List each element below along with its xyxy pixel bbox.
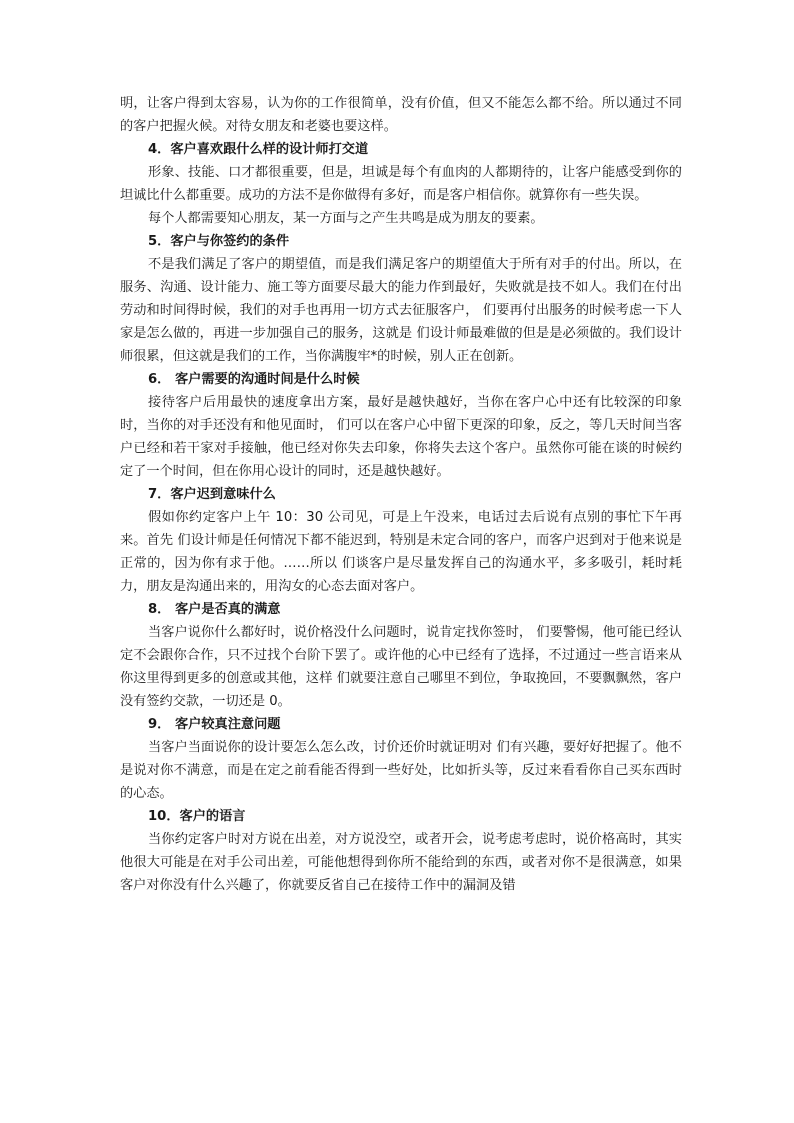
section-9 — [120, 713, 682, 805]
section-paragraph: 假如你约定客户上午 10：30 公司见，可是上午没来，电话过去后说有点别的事忙下午再来。首先 们设计师是任何情况下都不能迟到，特别是未定合同的客户，而客户迟到对于他来说是正常的，因为你有求于他。……所以 们谈客户是尽量发挥自己的沟通水平，多多吸引，耗时耗力，朋友是沟通出来的，用沟女的心态去面对客户。 — [120, 510, 682, 594]
section-paragraph: 每个人都需要知心朋友，某一方面与之产生共鸣是成为朋友的要素。 — [148, 211, 544, 226]
section-8 — [120, 598, 682, 713]
section-paragraph: 不是我们满足了客户的期望值，而是我们满足客户的期望值大于所有对手的付出。所以，在服务、沟通、设计能力、施工等方面要尽最大的能力作到最好，失败就是技不如人。我们在付出劳动和时间得时候，我们的对手也再用一切方式去征服客户， 们要再付出服务的时候考虑一下人家是怎么做的，再进一步加强自己的服务，这就是 们设计师最难做的但是是必须做的。我们设计师很累，但这就是我们的工作，当你满腹牢*的时候，别人正在创新。 — [120, 257, 682, 364]
section-5 — [120, 230, 682, 368]
section-heading: 10．客户的语言 — [148, 809, 246, 824]
section-heading: 5．客户与你签约的条件 — [148, 234, 290, 249]
document-page — [120, 92, 682, 897]
section-heading: 4．客户喜欢跟什么样的设计师打交道 — [148, 142, 369, 157]
section-heading: 7．客户迟到意味什么 — [148, 487, 276, 502]
section-heading: 9． 客户较真注意问题 — [148, 717, 281, 732]
section-paragraph: 当你约定客户时对方说在出差，对方说没空，或者开会，说考虑考虑时，说价格高时，其实他很大可能是在对手公司出差，可能他想得到你所不能给到的东西，或者对你不是很满意，如果客户对你没有什么兴趣了，你就要反省自己在接待工作中的漏洞及错 — [120, 832, 682, 893]
section-7 — [120, 483, 682, 598]
section-paragraph: 形象、技能、口才都很重要，但是，坦诚是每个有血肉的人都期待的，让客户能感受到你的坦诚比什么都重要。成功的方法不是你做得有多好，而是客户相信你。就算你有一些失误。 — [120, 165, 682, 203]
section-paragraph: 当客户当面说你的设计要怎么怎么改，讨价还价时就证明对 们有兴趣，要好好把握了。他不是说对你不满意，而是在定之前看能否得到一些好处，比如折头等，反过来看看你自己买东西时的心态。 — [120, 740, 682, 801]
section-4 — [120, 138, 682, 230]
intro-paragraph: 明，让客户得到太容易，认为你的工作很简单，没有价值，但又不能怎么都不给。所以通过不同的客户把握火候。对待女朋友和老婆也要这样。 — [120, 96, 682, 134]
section-paragraph: 当客户说你什么都好时，说价格没什么问题时，说肯定找你签时， 们要警惕，他可能已经认定不会跟你合作，只不过找个台阶下罢了。或许他的心中已经有了选择，不过通过一些言语来从你这里得到更多的创意或其他，这样 们就要注意自己哪里不到位，争取挽回，不要飘飘然，客户没有签约交款，一切还是 0。 — [120, 625, 682, 709]
section-paragraph: 接待客户后用最快的速度拿出方案，最好是越快越好，当你在客户心中还有比较深的印象时，当你的对手还没有和他见面时， 们可以在客户心中留下更深的印象，反之，等几天时间当客户已经和若干家对手接触，他已经对你失去印象，你将失去这个客户。虽然你可能在谈的时候约定了一个时间，但在你用心设计的同时，还是越快越好。 — [120, 395, 682, 479]
section-heading: 6． 客户需要的沟通时间是什么时候 — [148, 372, 360, 387]
section-heading: 8． 客户是否真的满意 — [148, 602, 281, 617]
section-10 — [120, 805, 682, 897]
section-6 — [120, 368, 682, 483]
